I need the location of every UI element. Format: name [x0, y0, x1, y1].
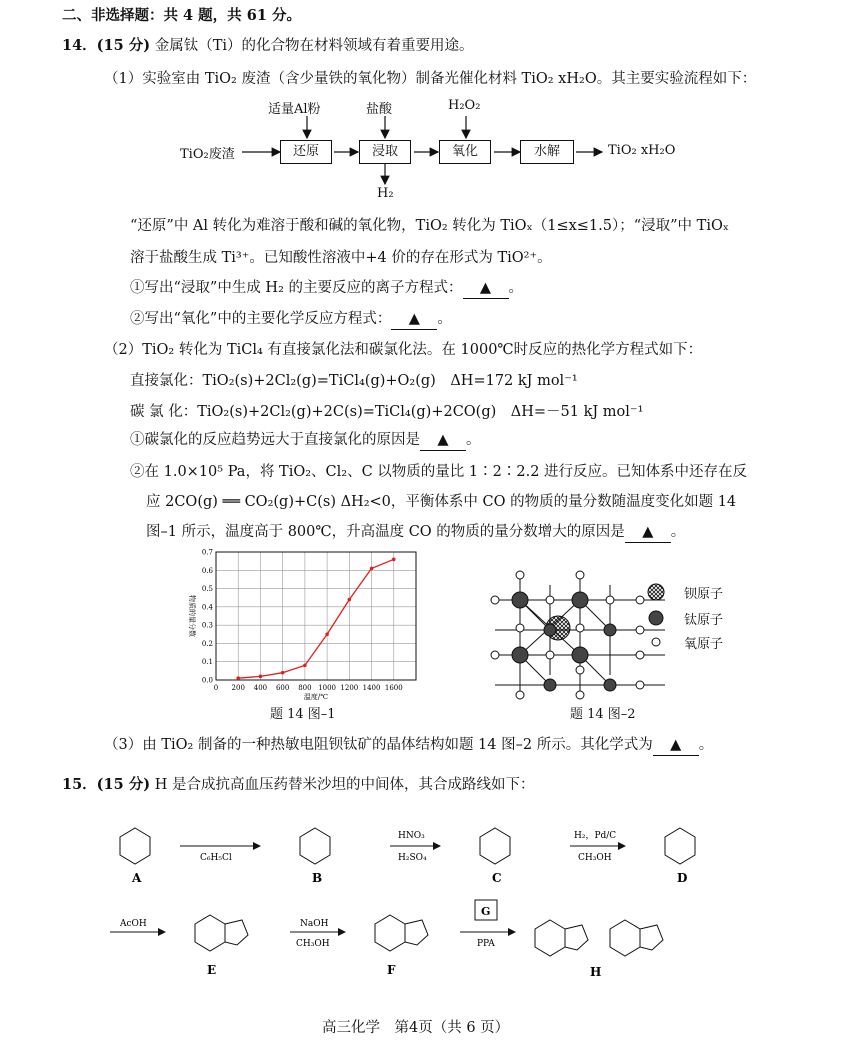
answer-blank[interactable]: ▲ [391, 309, 437, 330]
answer-blank[interactable]: ▲ [420, 430, 466, 451]
q14-number: 14．(15 分) [62, 37, 151, 54]
flow-step-oxidize: 氧化 [439, 140, 491, 164]
q14-p2-eq1: 直接氯化：TiO₂(s)+2Cl₂(g)=TiCl₄(g)+O₂(g) ΔH=172 kJ mol⁻¹ [130, 373, 578, 389]
label-a: A [132, 871, 142, 885]
byproduct-h2: H₂ [377, 186, 394, 201]
legend-titanium: 钛原子 [684, 613, 724, 628]
data-point [303, 664, 307, 668]
label-d: D [677, 871, 688, 885]
q14-p1-q2: ②写出“氧化”中的主要化学反应方程式： ▲ 。 [130, 309, 452, 330]
x-tick-label: 1200 [340, 684, 359, 692]
y-tick-label: 0.6 [201, 566, 213, 575]
y-tick-label: 0.2 [201, 639, 213, 648]
label-c: C [492, 871, 502, 885]
y-tick-label: 0.4 [201, 603, 213, 612]
flow-step-reduce: 还原 [280, 140, 332, 164]
q14-p2-q2b: 应 2CO(g) ══ CO₂(g)+C(s) ΔH₂<0，平衡体系中 CO 的物质的量分数随温度变化如题 14 [146, 494, 737, 510]
y-axis-label: 物质的量分数 [188, 595, 196, 637]
co-fraction-chart [180, 544, 430, 704]
flow-step-hydrolyze: 水解 [520, 140, 574, 164]
q14-p1-q2-text: ②写出“氧化”中的主要化学反应方程式： [130, 311, 392, 327]
q14-p1-q1: ①写出“浸取”中生成 H₂ 的主要反应的离子方程式： ▲ 。 [130, 278, 523, 299]
flow-end: TiO₂ xH₂O [608, 143, 676, 158]
q14-part3-line: （3）由 TiO₂ 制备的一种热敏电阻钡钛矿的晶体结构如题 14 图–2 所示。其化学式为 ▲ 。 [104, 735, 713, 756]
reagent-ppa: PPA [477, 939, 495, 949]
answer-blank[interactable]: ▲ [463, 278, 509, 299]
reagent-acoh: AcOH [120, 919, 147, 929]
y-tick-label: 0.0 [201, 676, 213, 685]
reagent-al: 适量Al粉 [268, 102, 321, 117]
x-tick-label: 0 [213, 684, 219, 692]
data-point [392, 558, 396, 562]
q14-p2-q2c: 图–1 所示，温度高于 800℃，升高温度 CO 的物质的量分数增大的原因是 ▲ 。 [146, 522, 685, 543]
data-point [281, 671, 285, 675]
barium-legend-icon [648, 584, 664, 600]
data-point [325, 632, 329, 636]
y-tick-label: 0.3 [201, 621, 213, 630]
q14-intro: 金属钛（Ti）的化合物在材料领域有着重要用途。 [154, 38, 474, 54]
x-tick-label: 400 [253, 684, 268, 692]
y-tick-label: 0.7 [201, 548, 213, 557]
q14-p1-desc1: “还原”中 Al 转化为难溶于酸和碱的氧化物，TiO₂ 转化为 TiOₓ（1≤x≤1.5）；“浸取”中 TiOₓ [130, 218, 730, 234]
y-tick-label: 0.1 [201, 658, 213, 667]
reagent-g: G [481, 905, 491, 918]
q14-header [62, 36, 474, 56]
x-tick-label: 1600 [384, 684, 403, 692]
x-tick-label: 1000 [318, 684, 337, 692]
section-title: 二、非选择题：共 4 题，共 61 分。 [62, 7, 301, 24]
titanium-legend-icon [649, 611, 663, 625]
data-point [348, 598, 352, 602]
legend-barium: 钡原子 [684, 587, 724, 602]
y-tick-label: 0.5 [201, 585, 213, 594]
oxygen-legend-icon [652, 638, 660, 646]
reagent-h2so4: H₂SO₄ [398, 853, 427, 863]
q15-header [62, 775, 535, 795]
reagent-hcl: 盐酸 [366, 102, 393, 117]
plot-frame [216, 552, 416, 680]
q15-number: 15．(15 分) [62, 776, 151, 793]
reagent-h2-pdc: H₂，Pd/C [574, 831, 617, 841]
reagent-naoh: NaOH [300, 919, 329, 929]
q14-p2-q1-text: ①碳氯化的反应趋势远大于直接氯化的原因是 [130, 432, 420, 448]
q14-p1-desc2: 溶于盐酸生成 Ti³⁺。已知酸性溶液中+4 价的存在形式为 TiO²⁺。 [130, 250, 552, 266]
data-point [236, 676, 240, 680]
x-axis-label: 温度/℃ [303, 693, 329, 701]
q14-part1-line: （1）实验室由 TiO₂ 废渣（含少量铁的氧化物）制备光催化材料 TiO₂ xH₂O。其主要实验流程如下： [104, 71, 757, 87]
reagent-h2o2: H₂O₂ [448, 98, 481, 113]
flow-start: TiO₂废渣 [180, 147, 235, 162]
answer-blank[interactable]: ▲ [625, 522, 671, 543]
reagent-hno3: HNO₃ [398, 831, 425, 841]
reagent-ch3oh: CH₃OH [578, 853, 612, 863]
legend-oxygen: 氧原子 [684, 637, 724, 652]
q14-p1-q1-text: ①写出“浸取”中生成 H₂ 的主要反应的离子方程式： [130, 280, 463, 296]
x-tick-label: 600 [275, 684, 290, 692]
label-e: E [207, 963, 217, 977]
answer-blank[interactable]: ▲ [653, 735, 699, 756]
synthesis-route [80, 800, 800, 990]
q14-p2-eq2: 碳 氯 化：TiO₂(s)+2Cl₂(g)+2C(s)=TiCl₄(g)+2CO(g) ΔH=－51 kJ mol⁻¹ [130, 404, 644, 420]
q14-p2-q1: ①碳氯化的反应趋势远大于直接氯化的原因是 ▲ 。 [130, 430, 481, 451]
q15-line: H 是合成抗高血压药替米沙坦的中间体，其合成路线如下： [154, 777, 535, 793]
q14-part2-line: （2）TiO₂ 转化为 TiCl₄ 有直接氯化法和碳氯化法。在 1000℃时反应的热化学方程式如下： [104, 342, 703, 358]
x-tick-label: 800 [298, 684, 312, 692]
x-tick-label: 1400 [362, 684, 381, 692]
reagent-ch3oh-2: CH₃OH [296, 939, 330, 949]
data-point [370, 567, 374, 571]
q14-p2-q2c-text: 图–1 所示，温度高于 800℃，升高温度 CO 的物质的量分数增大的原因是 [146, 524, 625, 540]
co-fraction-line [238, 559, 394, 678]
page-footer: 高三化学 第4页（共 6 页） [322, 1020, 510, 1036]
flow-step-leach: 浸取 [359, 140, 411, 164]
label-b: B [312, 871, 323, 885]
label-f: F [387, 963, 396, 977]
fig2-caption: 题 14 图–2 [570, 707, 636, 722]
x-tick-label: 200 [231, 684, 245, 692]
reagent-c6h5cl: C₆H₅Cl [200, 853, 232, 863]
q14-p3-text: （3）由 TiO₂ 制备的一种热敏电阻钡钛矿的晶体结构如题 14 图–2 所示。其化学式为 [104, 737, 653, 753]
q14-p2-q2a: ②在 1.0×10⁵ Pa，将 TiO₂、Cl₂、C 以物质的量比 1∶2∶2.2 进行反应。已知体系中还存在反 [130, 464, 748, 480]
data-point [259, 675, 263, 679]
label-h: H [590, 965, 602, 979]
fig1-caption: 题 14 图–1 [270, 707, 336, 722]
